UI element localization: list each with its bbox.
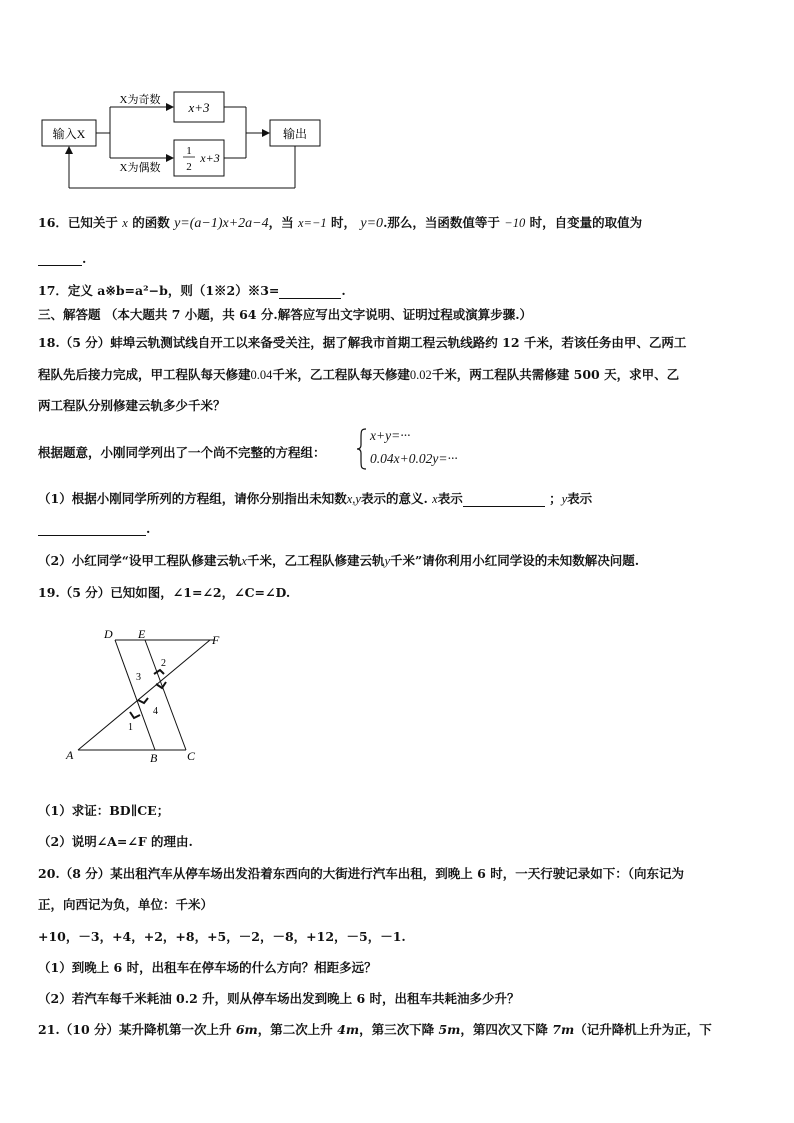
label-F: F xyxy=(212,633,220,647)
q16-function: y=(a−1)x+2a−4 xyxy=(174,216,269,231)
q20-records: +10，－3，+4，+2，+8，+5，－2，－8，+12，－5，－1. xyxy=(38,929,406,944)
odd-label: X为奇数 xyxy=(119,94,161,106)
even-expr-tail: x+3 xyxy=(200,151,220,165)
system-brace xyxy=(356,428,368,470)
label-angle-1: 1 xyxy=(128,722,133,733)
label-angle-2: 2 xyxy=(161,658,166,669)
flowchart xyxy=(38,82,338,194)
q18-sub-2: （2）小红同学“设甲工程队修建云轨x千米，乙工程队修建云轨y千米”请你利用小红同学设的未知数解决问题. xyxy=(38,553,640,568)
q16-answer-blank[interactable] xyxy=(38,251,82,266)
section-3-heading: 三、解答题 （本大题共 7 小题，共 64 分.解答应写出文字说明、证明过程或演算步骤.） xyxy=(38,307,533,322)
label-angle-4: 4 xyxy=(153,706,158,717)
q20-line-2: 正，向西记为负，单位：千米） xyxy=(38,897,214,912)
question-16: 16．已知关于 x 的函数 y=(a−1)x+2a−4，当 x=−1 时， y=0.那么，当函数值等于 −10 时，自变量的取值为 xyxy=(38,215,643,231)
even-frac-num: 1 xyxy=(186,145,192,157)
q18-line-1: 18.（5 分）蚌埠云轨测试线自开工以来备受关注，据了解我市首期工程云轨线路约 12 千米，若该任务由甲、乙两工 xyxy=(38,335,687,350)
q18-y-meaning-blank[interactable] xyxy=(38,521,146,536)
q20-line-1: 20.（8 分）某出租汽车从停车场出发沿着东西向的大街进行汽车出租，到晚上 6 时，一天行驶记录如下：（向东记为 xyxy=(38,866,684,881)
label-B: B xyxy=(150,751,158,765)
output-label: 输出 xyxy=(282,127,308,141)
q18-sub-1-cont: . xyxy=(38,521,150,536)
label-angle-3: 3 xyxy=(136,672,141,683)
geometry-figure xyxy=(60,622,240,772)
q18-system-intro: 根据题意，小刚同学列出了一个尚不完整的方程组： xyxy=(38,445,326,460)
q18-x-meaning-blank[interactable] xyxy=(463,492,545,507)
q18-sub-1: （1）根据小刚同学所列的方程组，请你分别指出未知数x,y表示的意义. x表示 ；y表示 xyxy=(38,491,593,506)
q16-answer-line: . xyxy=(38,251,86,266)
label-D: D xyxy=(104,627,113,641)
input-label: 输入X xyxy=(52,127,86,141)
q19-sub-2: （2）说明∠A=∠F 的理由. xyxy=(38,834,193,849)
q19-header: 19.（5 分）已知如图，∠1=∠2，∠C=∠D. xyxy=(38,585,291,600)
even-frac-den: 2 xyxy=(186,161,192,173)
q18-line-2: 程队先后接力完成，甲工程队每天修建0.04千米，乙工程队每天修建0.02千米，两工程队共需修建 500 天，求甲、乙 xyxy=(38,367,680,382)
q18-equation-1: x+y=··· xyxy=(370,428,411,443)
odd-expr: x+3 xyxy=(188,100,210,115)
q20-sub-1: （1）到晚上 6 时，出租车在停车场的什么方向？相距多远？ xyxy=(38,960,377,975)
label-A: A xyxy=(66,748,74,762)
q21-line-1: 21.（10 分）某升降机第一次上升 6m，第二次上升 4m，第三次下降 5m，第四次又下降 7m（记升降机上升为正，下 xyxy=(38,1022,712,1037)
even-label: X为偶数 xyxy=(119,162,161,174)
q18-line-3: 两工程队分别修建云轨多少千米？ xyxy=(38,398,226,413)
label-E: E xyxy=(138,627,146,641)
q17-answer-blank[interactable] xyxy=(279,284,341,299)
q20-sub-2: （2）若汽车每千米耗油 0.2 升，则从停车场出发到晚上 6 时，出租车共耗油多少升？ xyxy=(38,991,520,1006)
q19-sub-1: （1）求证：BD∥CE； xyxy=(38,803,170,818)
question-17: 17．定义 a※b=a²−b，则（1※2）※3= . xyxy=(38,283,346,298)
label-C: C xyxy=(187,749,196,763)
q18-equation-2: 0.04x+0.02y=··· xyxy=(370,451,458,466)
